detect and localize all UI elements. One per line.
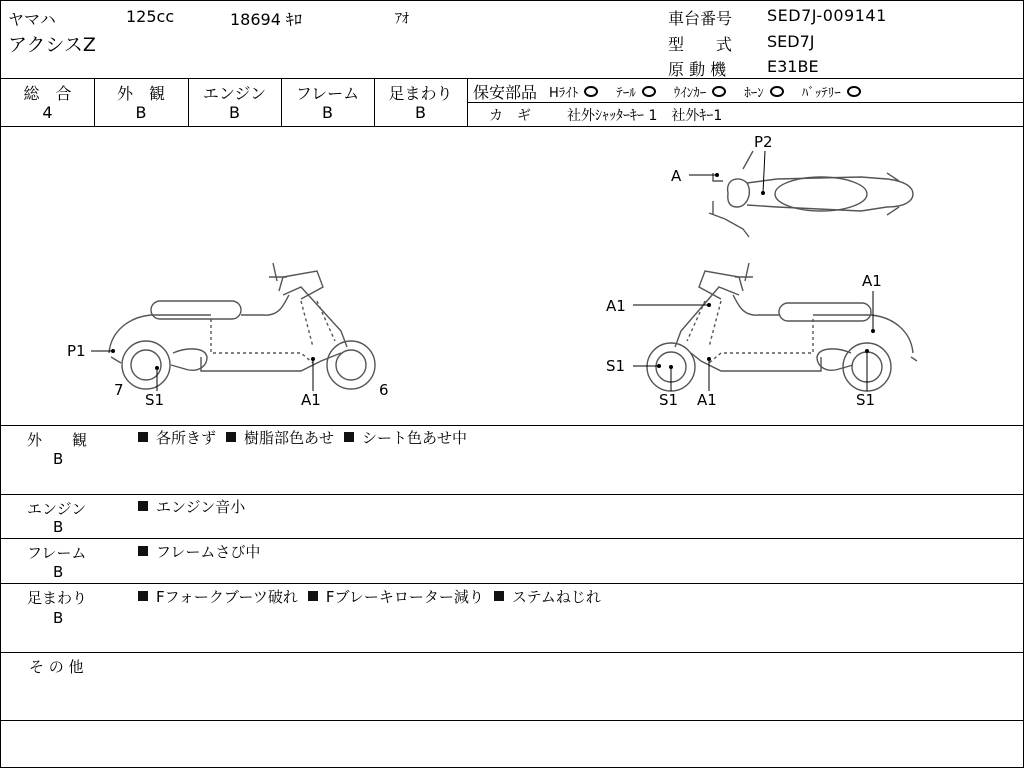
label-s1: S1 — [606, 357, 626, 375]
safety-item-taillight: ﾃｰﾙ — [616, 85, 636, 101]
note-item: Fフォークブーツ破れ — [156, 587, 298, 606]
ok-circle-icon — [712, 86, 726, 97]
damage-diagram — [1, 127, 1023, 425]
note-engine-label: エンジン — [27, 500, 87, 518]
label-p1: P1 — [67, 342, 86, 360]
note-item: 各所きず — [156, 428, 217, 447]
note-frame-items — [138, 541, 260, 561]
label-6: 6 — [379, 381, 389, 399]
frame-no-label: 車台番号 — [668, 9, 733, 28]
exterior-value: B — [135, 103, 147, 122]
note-frame-grade: B — [53, 563, 64, 581]
label-s1: S1 — [856, 391, 876, 409]
label-a: A — [671, 167, 682, 185]
note-suspension-items — [138, 586, 601, 606]
bullet-square-icon — [138, 501, 148, 511]
divider — [1, 425, 1023, 426]
divider — [1, 583, 1023, 584]
leader-lines — [91, 151, 873, 391]
damage-points — [111, 173, 875, 370]
engine-grade-label: エンジン — [202, 84, 267, 103]
bullet-square-icon — [138, 591, 148, 601]
frame-grade-value: B — [322, 103, 333, 122]
bullet-square-icon — [494, 591, 504, 601]
bullet-square-icon — [308, 591, 318, 601]
safety-item-battery: ﾊﾞｯﾃﾘｰ — [801, 85, 841, 101]
safety-label: 保安部品 — [473, 82, 538, 102]
engine-label: 原 動 機 — [668, 60, 727, 79]
bullet-square-icon — [226, 432, 236, 442]
frame-no: SED7J-009141 — [767, 6, 887, 25]
note-engine-grade: B — [53, 518, 64, 536]
frame-grade-label: フレーム — [295, 84, 360, 103]
engine-grade-value: B — [229, 103, 240, 122]
label-p2: P2 — [754, 133, 773, 151]
ok-circle-icon — [642, 86, 656, 97]
label-s1: S1 — [145, 391, 165, 409]
overall-label: 総 合 — [23, 84, 72, 103]
scooter-left-view — [109, 263, 375, 389]
divider — [467, 102, 1023, 103]
note-exterior-grade: B — [53, 450, 64, 468]
bullet-square-icon — [138, 546, 148, 556]
engine-value: E31BE — [767, 57, 819, 76]
note-engine-items — [138, 496, 245, 516]
divider — [1, 538, 1023, 539]
type-label: 型 式 — [668, 35, 733, 54]
note-item: Fブレーキローター減り — [325, 587, 484, 606]
divider — [1, 494, 1023, 495]
bullet-square-icon — [138, 432, 148, 442]
key-label: カ ギ — [489, 108, 531, 124]
label-a1: A1 — [697, 391, 717, 409]
mileage: 18694 ｷﾛ — [230, 10, 302, 29]
exterior-label: 外 観 — [116, 84, 165, 103]
suspension-grade-label: 足まわり — [388, 84, 453, 103]
note-item: 樹脂部色あせ — [244, 428, 335, 447]
type-value: SED7J — [767, 32, 815, 51]
safety-parts-row — [473, 81, 861, 101]
label-7: 7 — [114, 381, 124, 399]
safety-item-headlight: Hﾗｲﾄ — [549, 85, 579, 101]
note-other-label: そ の 他 — [29, 658, 84, 676]
displacement: 125cc — [126, 7, 175, 26]
divider — [1, 652, 1023, 653]
note-item: シート色あせ中 — [362, 428, 468, 447]
label-a1: A1 — [301, 391, 321, 409]
ok-circle-icon — [770, 86, 784, 97]
label-a1: A1 — [862, 272, 882, 290]
scooter-top-view — [709, 151, 913, 237]
divider — [1, 720, 1023, 721]
label-a1: A1 — [606, 297, 626, 315]
note-suspension-grade: B — [53, 609, 64, 627]
note-suspension-label: 足まわり — [27, 589, 88, 607]
note-frame-label: フレーム — [27, 544, 87, 562]
bullet-square-icon — [344, 432, 354, 442]
safety-item-horn: ﾎｰﾝ — [744, 85, 764, 101]
note-item: ステムねじれ — [511, 587, 601, 606]
note-exterior-items — [138, 427, 467, 447]
safety-item-winker: ｳｲﾝｶｰ — [673, 85, 707, 101]
label-s1: S1 — [659, 391, 679, 409]
model-name: アクシスZ — [8, 34, 96, 56]
ok-circle-icon — [584, 86, 598, 97]
note-item: フレームさび中 — [156, 542, 261, 561]
overall-value: 4 — [42, 103, 53, 122]
suspension-grade-value: B — [415, 103, 426, 122]
color: ｱｵ — [395, 11, 409, 27]
note-exterior-label: 外 観 — [27, 431, 88, 449]
ok-circle-icon — [847, 86, 861, 97]
note-item: エンジン音小 — [156, 497, 246, 516]
maker: ヤマハ — [8, 10, 56, 29]
key-value: 社外ｼｬｯﾀｰｷｰ 1 社外ｷｰ1 — [567, 108, 723, 124]
